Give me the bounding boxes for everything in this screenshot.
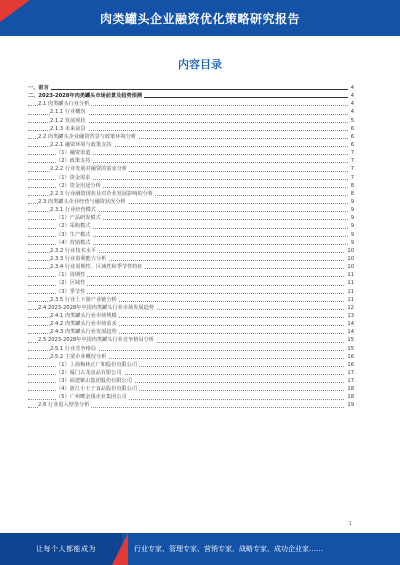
table-of-contents: [28, 84, 354, 410]
toc-entry-page: 11: [347, 272, 354, 279]
toc-entry-text: 2.3.4 行业周期性、区域性和季节性特征: [50, 264, 143, 271]
toc-entry-text: 2.1 肉类罐头行业分析: [38, 101, 90, 108]
toc-title: 内容目录: [178, 58, 222, 71]
report-footer: [0, 533, 400, 565]
toc-entry[interactable]: [28, 288, 354, 296]
toc-entry-page: 12: [347, 304, 354, 311]
toc-entry-page: 13: [347, 312, 354, 319]
toc-entry[interactable]: [28, 165, 354, 173]
toc-entry-text: （1）产品研发模式: [56, 215, 101, 222]
toc-entry-text: 2.3.5 行业上下游产业链分析: [50, 296, 117, 303]
toc-entry[interactable]: [28, 84, 354, 92]
toc-entry[interactable]: [28, 345, 354, 353]
toc-entry-text: 2.4.2 肉类罐头行业市场需求: [50, 321, 117, 328]
report-title: 肉类罐头企业融资优化策略研究报告: [99, 12, 300, 26]
toc-entry-page: 15: [347, 337, 354, 344]
toc-entry-text: 2.3.1 行业经营模式: [50, 207, 96, 214]
toc-entry-page: 8: [350, 190, 354, 197]
toc-entry-text: 一、前言: [28, 85, 49, 91]
toc-entry[interactable]: [28, 214, 354, 222]
toc-entry[interactable]: [28, 271, 354, 279]
toc-entry-page: 4: [350, 101, 354, 108]
toc-entry-text: 2.5.1 行业竞争格局: [50, 345, 96, 352]
footer-slogan-left: 让每个人都能成为: [36, 545, 96, 553]
toc-entry[interactable]: [28, 222, 354, 230]
toc-entry-page: 9: [350, 207, 354, 214]
toc-entry-page: 10: [347, 264, 354, 271]
toc-entry[interactable]: [28, 125, 354, 133]
toc-entry[interactable]: [28, 100, 354, 108]
toc-entry[interactable]: [28, 157, 354, 165]
toc-entry-page: 16: [347, 361, 354, 368]
toc-entry-text: 2.3 肉类罐头企业经营与融资状况分析: [38, 198, 126, 205]
footer-red-accent: [112, 533, 128, 565]
toc-entry-text: 二、2023-2028年肉类罐头市场前景及趋势预测: [28, 93, 143, 100]
toc-entry[interactable]: [28, 304, 354, 312]
toc-entry[interactable]: [28, 92, 354, 100]
toc-entry[interactable]: [28, 149, 354, 157]
toc-entry-page: 4: [350, 109, 354, 116]
toc-entry-text: （2）采购模式: [56, 223, 91, 230]
toc-entry-text: （4）浙江小王子食品股份有限公司: [56, 386, 138, 393]
toc-entry-page: 14: [347, 321, 354, 328]
toc-entry-text: 2.2.2 行业发展对融资的需求分析: [50, 166, 128, 173]
toc-entry[interactable]: [28, 353, 354, 361]
toc-entry-page: 16: [347, 353, 354, 360]
toc-entry[interactable]: [28, 190, 354, 198]
toc-entry[interactable]: [28, 377, 354, 385]
toc-entry-page: 4: [350, 85, 354, 91]
toc-entry-text: （3）福建紫山集团股份有限公司: [56, 378, 132, 385]
toc-entry[interactable]: [28, 361, 354, 369]
toc-entry[interactable]: [28, 296, 354, 304]
toc-entry-text: （1）融资渠道: [56, 150, 91, 157]
toc-entry[interactable]: [28, 279, 354, 287]
toc-entry[interactable]: [28, 385, 354, 393]
report-header: [0, 0, 400, 36]
toc-entry-page: 11: [347, 280, 354, 287]
toc-entry-text: 2.3.2 行业技术水平: [50, 247, 96, 254]
toc-entry-page: 18: [347, 394, 354, 401]
toc-entry-page: 7: [350, 174, 354, 181]
toc-entry-text: 2.2.3 行业融资现状及对企业发展影响的分析: [50, 190, 154, 197]
toc-entry-page: 9: [350, 231, 354, 238]
page-number: 1: [348, 521, 352, 527]
toc-entry-text: （1）上海梅林正广和股份有限公司: [56, 361, 138, 368]
toc-entry-page: 7: [350, 158, 354, 165]
toc-entry-text: （5）广州鹰金钱企业集团公司: [56, 394, 127, 401]
toc-entry-page: 8: [350, 182, 354, 189]
footer-slogan-right: 行业专家、管理专家、营销专家、战略专家、成功企业家……: [134, 545, 323, 553]
toc-entry-page: 9: [350, 198, 354, 205]
toc-entry-page: 14: [347, 329, 354, 336]
toc-entry-page: 4: [350, 93, 354, 100]
toc-entry-page: 18: [347, 386, 354, 393]
toc-entry-page: 6: [350, 125, 354, 132]
toc-entry[interactable]: [28, 239, 354, 247]
toc-entry-page: 9: [350, 215, 354, 222]
toc-entry-text: 2.1.2 发展现状: [50, 117, 86, 124]
toc-entry-text: （2）资金用途分析: [56, 182, 101, 189]
toc-entry-page: 6: [350, 141, 354, 148]
toc-entry-page: 17: [347, 378, 354, 385]
toc-entry-text: （4）营销模式: [56, 239, 91, 246]
toc-entry[interactable]: [28, 198, 354, 206]
toc-entry[interactable]: [28, 263, 354, 271]
toc-entry-text: 2.5.2 主要企业概况分析: [50, 353, 107, 360]
toc-entry[interactable]: [28, 401, 354, 409]
toc-entry-page: 10: [347, 247, 354, 254]
toc-entry-text: （2）厦门古龙食品有限公司: [56, 369, 122, 376]
toc-entry-text: （2）政策支持: [56, 158, 91, 165]
toc-entry-text: 2.4.1 肉类罐头行业市场规模: [50, 312, 117, 319]
toc-entry[interactable]: [28, 108, 354, 116]
toc-entry-text: 2.4 2023-2028年中国肉类罐头行业市场发展趋势: [38, 304, 154, 311]
toc-entry-text: （3）季节性: [56, 288, 86, 295]
toc-entry[interactable]: [28, 206, 354, 214]
toc-entry-page: 11: [347, 296, 354, 303]
toc-entry[interactable]: [28, 231, 354, 239]
toc-entry-page: 7: [350, 150, 354, 157]
toc-entry-text: 2.5 2023-2028年中国肉类罐头行业竞争格局分析: [38, 337, 154, 344]
toc-entry-text: （1）周期性: [56, 272, 86, 279]
toc-entry[interactable]: [28, 312, 354, 320]
toc-entry-text: 2.2 肉类罐头企业融资背景与政策环境分析: [38, 133, 137, 140]
toc-entry[interactable]: [28, 174, 354, 182]
toc-entry-page: 11: [347, 288, 354, 295]
toc-entry-page: 19: [347, 402, 354, 409]
toc-entry-text: （3）生产模式: [56, 231, 91, 238]
toc-entry-page: 15: [347, 345, 354, 352]
toc-entry-page: 7: [350, 166, 354, 173]
toc-entry-page: 17: [347, 369, 354, 376]
toc-entry-text: 2.2.1 融资环境与政策支持: [50, 141, 112, 148]
toc-entry-text: （1）资金需求: [56, 174, 91, 181]
toc-entry-text: （2）区域性: [56, 280, 86, 287]
toc-entry-page: 6: [350, 133, 354, 140]
toc-entry-text: 2.6 行业进入壁垒分析: [38, 402, 90, 409]
toc-entry-page: 9: [350, 239, 354, 246]
toc-entry[interactable]: [28, 320, 354, 328]
toc-entry-page: 9: [350, 223, 354, 230]
toc-entry[interactable]: [28, 247, 354, 255]
toc-entry[interactable]: [28, 255, 354, 263]
toc-leader-dots: [28, 84, 348, 90]
toc-entry[interactable]: [28, 393, 354, 401]
toc-entry[interactable]: [28, 328, 354, 336]
toc-entry-text: 2.1.3 未来前景: [50, 125, 86, 132]
toc-entry[interactable]: [28, 336, 354, 344]
toc-entry-text: 2.1.1 行业概况: [50, 109, 86, 116]
toc-entry[interactable]: [28, 369, 354, 377]
toc-entry-text: 2.3.3 行业盈利能力分析: [50, 255, 107, 262]
toc-entry-text: 2.4.3 肉类罐头行业发展趋势: [50, 329, 117, 336]
toc-entry-page: 5: [350, 117, 354, 124]
toc-entry[interactable]: [28, 133, 354, 141]
toc-entry[interactable]: [28, 182, 354, 190]
toc-entry[interactable]: [28, 141, 354, 149]
toc-entry-page: 10: [347, 255, 354, 262]
toc-entry[interactable]: [28, 117, 354, 125]
